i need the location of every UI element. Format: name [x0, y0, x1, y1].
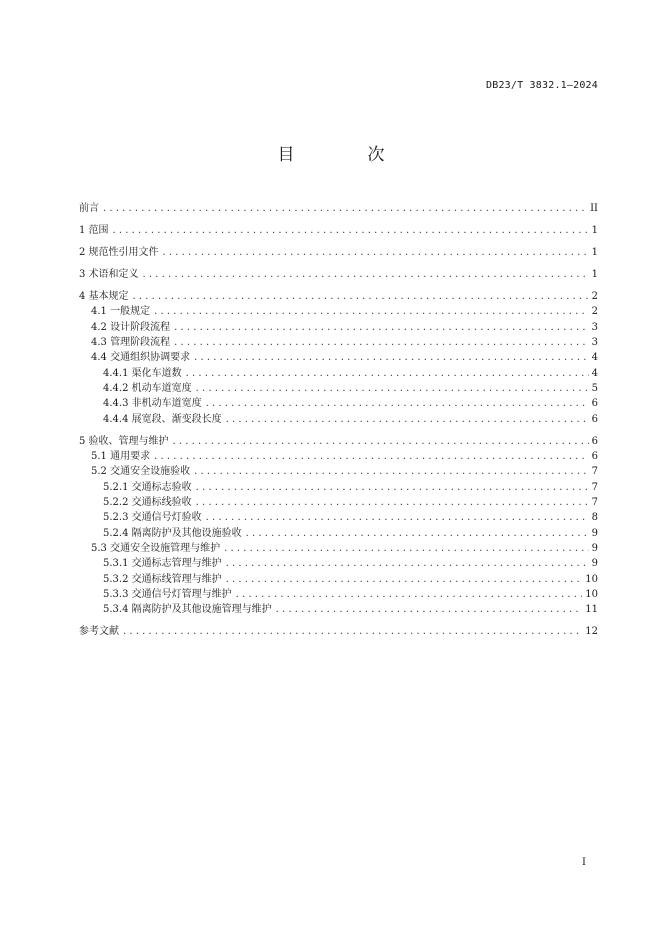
toc-page-number: 7 [591, 466, 598, 478]
toc-leader-dots [226, 412, 589, 427]
toc-entry-title: 4.2 设计阶段流程 [91, 321, 171, 333]
toc-leader-dots [174, 335, 589, 350]
toc-entry-title: 5.3.4 隔离防护及其他设施管理与维护 [103, 604, 272, 616]
toc-page-number: 6 [591, 398, 598, 410]
toc-leader-dots [224, 541, 589, 556]
toc-page-number: 3 [591, 336, 598, 348]
toc-leader-dots [173, 434, 589, 449]
toc-entry-title: 2 规范性引用文件 [79, 246, 159, 258]
toc-entry-title: 5.2 交通安全设施验收 [91, 466, 191, 478]
toc-entry[interactable] [79, 526, 598, 541]
toc-page-number: 4 [591, 352, 598, 364]
toc-entry[interactable] [79, 412, 598, 427]
toc-entry[interactable] [79, 396, 598, 411]
toc-page-number: 9 [591, 527, 598, 539]
toc-entry-title: 4.1 一般规定 [91, 306, 151, 318]
toc-entry[interactable] [79, 350, 598, 365]
toc-page-number: 3 [591, 321, 598, 333]
toc-entry-title: 4.4.4 展宽段、渐变段长度 [103, 413, 222, 425]
toc-leader-dots [226, 572, 583, 587]
toc-page-number: 2 [591, 306, 598, 318]
toc-entry-title: 5.2.3 交通信号灯验收 [103, 512, 202, 524]
toc-page-number: 9 [591, 558, 598, 570]
toc-entry-title: 3 术语和定义 [79, 268, 139, 280]
toc-leader-dots [123, 624, 582, 639]
toc-entry[interactable] [79, 304, 598, 319]
toc-page-number: 7 [591, 497, 598, 509]
toc-entry[interactable] [79, 572, 598, 587]
toc-page-number: 6 [591, 413, 598, 425]
toc-entry[interactable] [79, 541, 598, 556]
toc-leader-dots [186, 366, 589, 381]
toc-page-number: 1 [591, 268, 598, 280]
toc-page-number: II [590, 203, 598, 214]
toc-entry-title: 5.2.2 交通标线验收 [103, 497, 192, 509]
toc-entry[interactable] [79, 464, 598, 479]
toc-leader-dots [154, 449, 589, 464]
toc-entry-title: 5 验收、管理与维护 [79, 435, 169, 447]
toc-leader-dots [194, 464, 589, 479]
toc-page-number: 4 [591, 367, 598, 379]
toc-entry[interactable] [79, 335, 598, 350]
toc-leader-dots [196, 381, 589, 396]
toc-entry[interactable] [79, 320, 598, 335]
toc-leader-dots [196, 495, 589, 510]
toc-entry-title: 4.4 交通组织协调要求 [91, 352, 191, 364]
toc-entry[interactable] [79, 495, 598, 510]
toc-entry[interactable] [79, 587, 598, 602]
toc-leader-dots [103, 201, 587, 216]
toc-entry-title: 5.1 通用要求 [91, 451, 151, 463]
toc-entry-title: 5.3 交通安全设施管理与维护 [91, 543, 221, 555]
toc-entry[interactable] [79, 366, 598, 381]
toc-entry-title: 5.3.2 交通标线管理与维护 [103, 573, 222, 585]
toc-entry-title: 5.3.1 交通标志管理与维护 [103, 558, 222, 570]
toc-entry[interactable] [79, 449, 598, 464]
toc-page-number: 7 [591, 481, 598, 493]
toc-page-number: 2 [591, 290, 598, 302]
toc-leader-dots [174, 320, 589, 335]
toc-page-number: 11 [585, 604, 598, 616]
toc-entry[interactable] [79, 556, 598, 571]
toc-page-number: 1 [591, 246, 598, 258]
toc-leader-dots [276, 602, 583, 617]
toc-leader-dots [196, 480, 589, 495]
toc-entry[interactable] [79, 289, 598, 304]
toc-leader-dots [236, 587, 583, 602]
table-of-contents [79, 201, 598, 640]
toc-leader-dots [133, 289, 589, 304]
toc-entry-title: 4.3 管理阶段流程 [91, 336, 171, 348]
toc-entry-title: 4.4.2 机动车道宽度 [103, 383, 192, 394]
toc-entry[interactable] [79, 434, 598, 449]
page-title: 目 次 [277, 145, 413, 165]
toc-entry-title: 5.2.1 交通标志验收 [103, 481, 192, 493]
toc-leader-dots [194, 350, 589, 365]
toc-entry-title: 前言 [79, 203, 99, 214]
toc-page-number: 6 [591, 451, 598, 463]
toc-leader-dots [113, 223, 589, 238]
toc-entry-title: 4.4.1 渠化车道数 [103, 367, 182, 379]
toc-entry[interactable] [79, 624, 598, 639]
toc-entry-title: 5.2.4 隔离防护及其他设施验收 [103, 527, 242, 539]
toc-entry[interactable] [79, 267, 598, 282]
footer-page-number: I [582, 857, 586, 868]
toc-page-number: 12 [585, 626, 598, 638]
toc-leader-dots [154, 304, 589, 319]
toc-entry[interactable] [79, 223, 598, 238]
toc-page-number: 8 [591, 512, 598, 524]
toc-page-number: 1 [591, 224, 598, 236]
toc-leader-dots [206, 396, 589, 411]
toc-page-number: 10 [585, 573, 598, 585]
toc-leader-dots [206, 510, 589, 525]
toc-page-number: 10 [585, 589, 598, 601]
toc-entry[interactable] [79, 381, 598, 396]
toc-entry-title: 4 基本规定 [79, 290, 129, 302]
toc-entry[interactable] [79, 201, 598, 216]
toc-leader-dots [226, 556, 589, 571]
toc-leader-dots [246, 526, 589, 541]
toc-entry-title: 4.4.3 非机动车道宽度 [103, 398, 202, 410]
toc-leader-dots [143, 267, 589, 282]
toc-entry[interactable] [79, 602, 598, 617]
toc-leader-dots [163, 245, 589, 260]
toc-entry-title: 5.3.3 交通信号灯管理与维护 [103, 589, 232, 601]
toc-page-number: 6 [591, 435, 598, 447]
toc-entry[interactable] [79, 480, 598, 495]
toc-entry[interactable] [79, 245, 598, 260]
toc-entry-title: 参考文献 [79, 626, 119, 638]
toc-page-number: 5 [591, 383, 598, 394]
toc-entry[interactable] [79, 510, 598, 525]
toc-entry-title: 1 范围 [79, 224, 109, 236]
document-code: DB23/T 3832.1—2024 [486, 80, 598, 91]
toc-page-number: 9 [591, 543, 598, 555]
